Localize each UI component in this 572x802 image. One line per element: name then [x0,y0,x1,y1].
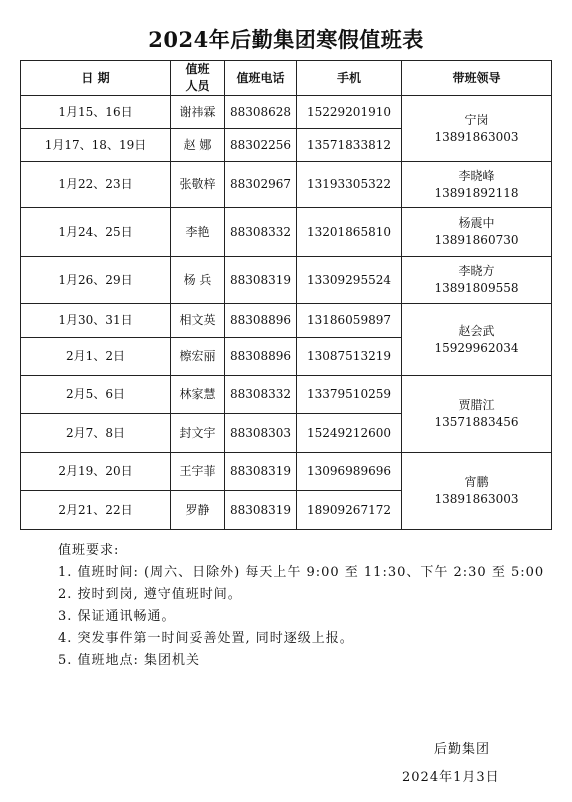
leader-phone: 13891809558 [434,281,519,295]
cell-mobile: 15229201910 [297,96,402,129]
table-header-row [21,61,552,96]
cell-person: 罗静 [171,491,225,530]
signature-date: 2024年1月3日 [402,770,500,785]
cell-mobile: 13379510259 [297,376,402,414]
cell-leader [402,208,552,257]
header-leader: 带班领导 [402,61,552,96]
cell-mobile: 13096989696 [297,453,402,491]
cell-phone: 88308319 [225,257,297,304]
cell-mobile: 13186059897 [297,304,402,338]
header-person [171,61,225,96]
duty-requirements [58,540,548,672]
leader-phone: 13891863003 [434,129,519,144]
cell-person: 李艳 [171,208,225,257]
cell-mobile: 13087513219 [297,338,402,376]
cell-person: 张敬梓 [171,162,225,208]
cell-date: 1月15、16日 [21,96,171,129]
leader-name: 贾腊江 [458,398,495,412]
note-item: 5. 值班地点: 集团机关 [58,653,201,668]
cell-leader [402,376,552,453]
cell-phone: 88308332 [225,376,297,414]
cell-date: 2月1、2日 [21,338,171,376]
cell-phone: 88308319 [225,491,297,530]
table-row [21,96,552,129]
header-phone: 值班电话 [225,61,297,96]
cell-phone: 88302967 [225,162,297,208]
cell-phone: 88308896 [225,338,297,376]
cell-phone: 88308628 [225,96,297,129]
header-person-line1: 值班 [185,62,210,76]
note-item: 3. 保证通讯畅通。 [58,609,176,624]
cell-person: 檫宏丽 [171,338,225,376]
table-row [21,208,552,257]
cell-person: 王宇菲 [171,453,225,491]
leader-phone: 13891892118 [434,185,519,200]
cell-leader [402,96,552,162]
page-title: 2024年后勤集团寒假值班表 [148,27,424,52]
leader-name: 宁岗 [464,112,489,127]
cell-phone: 88308896 [225,304,297,338]
leader-phone: 15929962034 [434,340,519,355]
cell-person: 封文宇 [171,414,225,453]
leader-name: 李晓方 [458,264,495,278]
notes-heading: 值班要求: [58,543,120,558]
cell-mobile: 13571833812 [297,129,402,162]
cell-phone: 88308319 [225,453,297,491]
note-item: 2. 按时到岗, 遵守值班时间。 [58,587,242,602]
cell-person: 赵 娜 [171,129,225,162]
header-mobile: 手机 [297,61,402,96]
cell-phone: 88308303 [225,414,297,453]
cell-mobile: 15249212600 [297,414,402,453]
cell-date: 2月21、22日 [21,491,171,530]
cell-date: 2月5、6日 [21,376,171,414]
cell-date: 1月22、23日 [21,162,171,208]
cell-mobile: 18909267172 [297,491,402,530]
cell-date: 1月24、25日 [21,208,171,257]
cell-mobile: 13193305322 [297,162,402,208]
cell-person: 谢祎霖 [171,96,225,129]
cell-leader [402,257,552,304]
cell-mobile: 13309295524 [297,257,402,304]
leader-phone: 13571883456 [434,415,519,429]
duty-table [20,60,552,530]
table-row [21,304,552,338]
table-row [21,376,552,414]
leader-phone: 13891863003 [434,492,519,506]
cell-person: 杨 兵 [171,257,225,304]
cell-date: 1月30、31日 [21,304,171,338]
cell-leader [402,304,552,376]
cell-mobile: 13201865810 [297,208,402,257]
leader-name: 宵鹏 [464,475,489,489]
leader-name: 李晓峰 [458,168,495,183]
leader-name: 赵会武 [458,323,495,338]
cell-leader [402,453,552,530]
note-item: 4. 突发事件第一时间妥善处置, 同时逐级上报。 [58,631,354,646]
cell-phone: 88308332 [225,208,297,257]
table-row [21,257,552,304]
note-item: 1. 值班时间: (周六、日除外) 每天上午 9:00 至 11:30、下午 2:30 至 5:00 [58,565,545,580]
cell-leader [402,162,552,208]
cell-date: 1月26、29日 [21,257,171,304]
signature-org: 后勤集团 [434,742,491,757]
cell-date: 2月19、20日 [21,453,171,491]
header-person-line2: 人员 [185,79,210,93]
cell-date: 2月7、8日 [21,414,171,453]
table-row [21,453,552,491]
leader-name: 杨震中 [458,216,495,230]
cell-date: 1月17、18、19日 [21,129,171,162]
cell-phone: 88302256 [225,129,297,162]
leader-phone: 13891860730 [434,233,519,247]
cell-person: 林家慧 [171,376,225,414]
table-row [21,162,552,208]
cell-person: 相文英 [171,304,225,338]
header-date: 日 期 [21,61,171,96]
